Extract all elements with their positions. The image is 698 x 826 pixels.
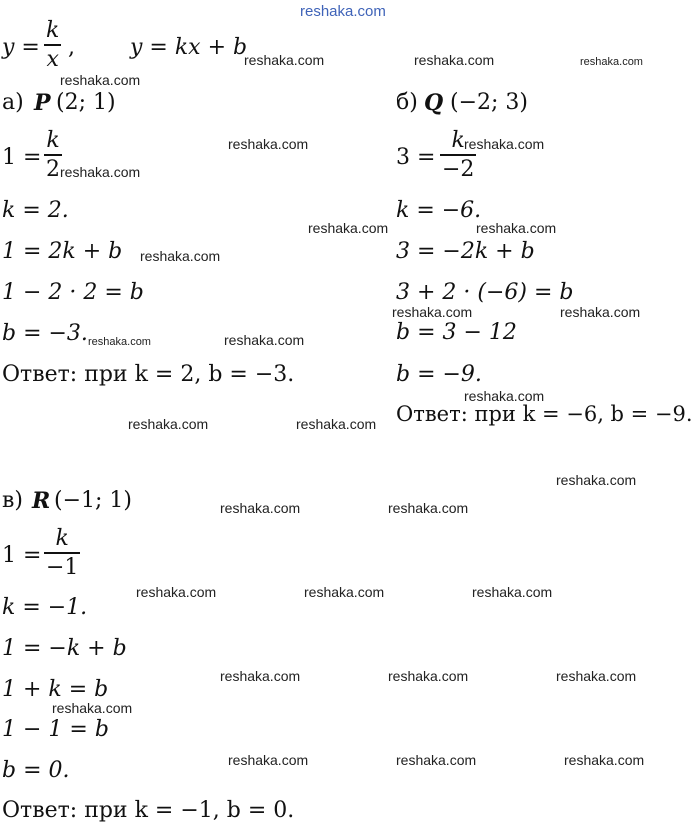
watermark: reshaka.com [296,416,377,432]
fraction-bar [44,154,62,156]
part-b-line6: b = −9. [396,362,482,387]
watermark: reshaka.com [556,472,637,488]
watermark: reshaka.com [464,388,545,404]
part-a-answer: Ответ: при k = 2, b = −3. [2,362,295,387]
watermark: reshaka.com [388,500,469,516]
part-c-coords: (−1; 1) [54,488,132,513]
part-a-point: P [34,90,51,116]
part-a-line4: 1 − 2 · 2 = b [2,280,144,305]
watermark: reshaka.com [464,136,545,152]
watermark: reshaka.com [60,164,141,180]
watermark: reshaka.com [580,56,643,68]
intro-comma: , [68,35,75,60]
part-b-line2: k = −6. [396,198,482,223]
watermark: reshaka.com [60,72,141,88]
part-b-line5: b = 3 − 12 [396,320,517,345]
fraction-bar [440,154,476,156]
watermark: reshaka.com [414,52,495,68]
part-b-numerator: k [451,128,465,153]
part-b-denominator: −2 [442,156,475,182]
part-c-point: R [32,488,51,514]
part-c-numerator: k [55,526,69,551]
watermark: reshaka.com [560,304,641,320]
part-a-line2: k = 2. [2,198,69,223]
watermark: reshaka.com [308,220,389,236]
intro-numerator: k [46,18,60,43]
watermark: reshaka.com [220,668,301,684]
watermark: reshaka.com [88,336,151,348]
part-c-eq1-lhs: 1 = [2,543,42,568]
fraction-bar [44,552,80,554]
intro-fraction [44,20,61,71]
part-a-denominator: 2 [46,156,60,182]
watermark: reshaka.com [388,668,469,684]
part-b-line4: 3 + 2 · (−6) = b [396,280,574,305]
part-b-point: Q [424,90,444,116]
part-c-answer: Ответ: при k = −1, b = 0. [2,798,295,823]
watermark: reshaka.com [228,752,309,768]
part-a-line5: b = −3. [2,321,88,346]
part-b-answer: Ответ: при k = −6, b = −9. [396,402,693,426]
watermark: reshaka.com [128,416,209,432]
part-b-eq1-lhs: 3 = [396,145,436,170]
watermark: reshaka.com [52,700,133,716]
part-c-line5: 1 − 1 = b [2,717,109,742]
part-c-label: в) [2,488,23,513]
intro-lhs: y = [2,35,40,60]
part-b-line3: 3 = −2k + b [396,239,535,264]
watermark: reshaka.com [244,52,325,68]
part-a-label: а) [2,90,24,115]
watermark: reshaka.com [476,220,557,236]
watermark: reshaka.com [228,136,309,152]
intro-denominator: x [46,46,59,72]
watermark: reshaka.com [304,584,385,600]
watermark: reshaka.com [136,584,217,600]
watermark: reshaka.com [472,584,553,600]
part-c-fraction [44,528,80,579]
part-a-coords: (2; 1) [56,90,116,115]
part-b-label: б) [396,90,418,115]
watermark: reshaka.com [140,248,221,264]
watermark: reshaka.com [224,332,305,348]
part-c-line3: 1 = −k + b [2,636,127,661]
watermark: reshaka.com [556,668,637,684]
part-a-numerator: k [46,128,60,153]
watermark: reshaka.com [392,304,473,320]
watermark: reshaka.com [564,752,645,768]
watermark: reshaka.com [220,500,301,516]
site-header: reshaka.com [300,3,386,20]
part-b-coords: (−2; 3) [450,90,528,115]
part-a-eq1-lhs: 1 = [2,145,42,170]
part-c-line4: 1 + k = b [2,677,109,702]
intro-linear: y = kx + b [130,35,248,60]
part-c-denominator: −1 [46,554,79,580]
fraction-bar [44,44,61,46]
part-c-line6: b = 0. [2,758,70,783]
watermark: reshaka.com [396,752,477,768]
part-a-line3: 1 = 2k + b [2,239,123,264]
part-c-line2: k = −1. [2,595,88,620]
